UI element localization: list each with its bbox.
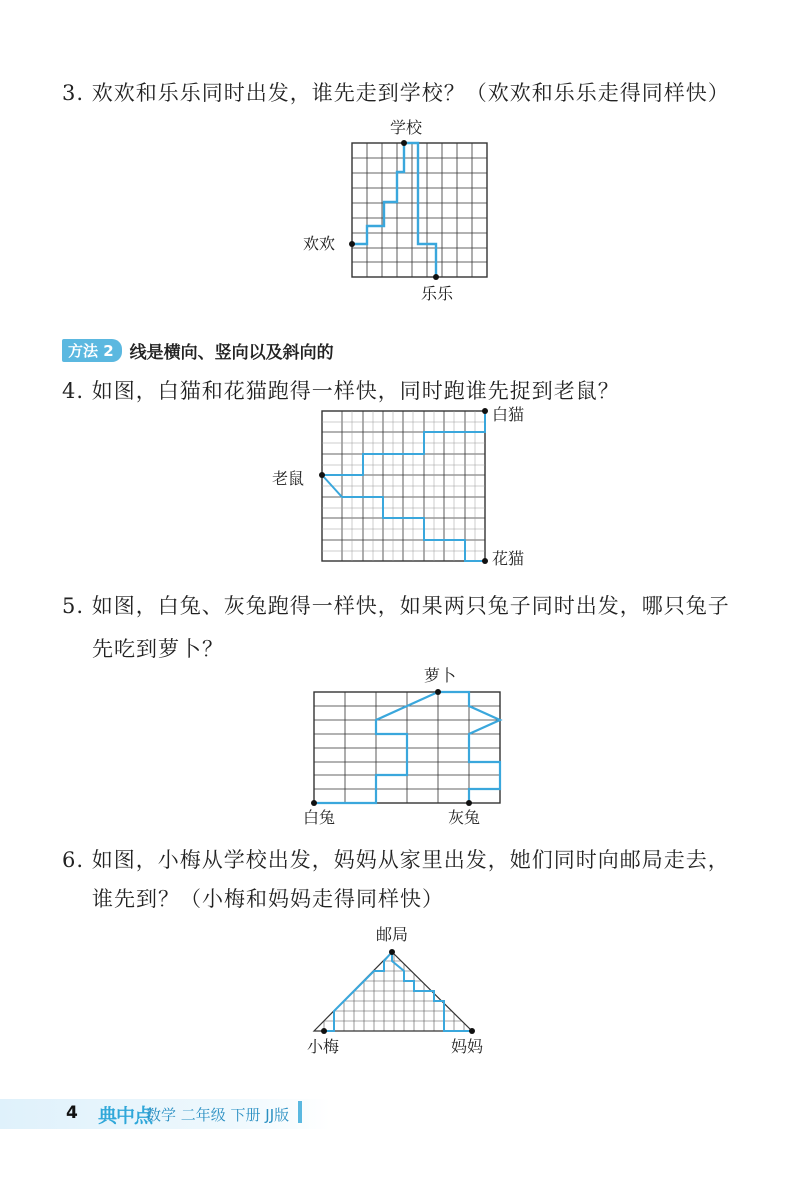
question-3-text: 3. 欢欢和乐乐同时出发，谁先走到学校？（欢欢和乐乐走得同样快） — [62, 81, 730, 105]
xiaomei-path — [324, 952, 392, 1031]
spotted-cat-point — [482, 558, 488, 564]
white-cat-point — [482, 408, 488, 414]
school-label: 学校 — [390, 118, 423, 137]
carrot-point — [435, 689, 441, 695]
huanhuan-label: 欢欢 — [303, 234, 336, 253]
spotted-cat-label: 花猫 — [492, 549, 525, 568]
method-title: 线是横向、竖向以及斜向的 — [129, 342, 334, 363]
white-rabbit-point — [311, 800, 317, 806]
lele-label: 乐乐 — [421, 284, 454, 303]
figure-4-grid — [322, 411, 485, 561]
figure-3-grid — [352, 143, 487, 277]
book-title: 数学 二年级 下册 JJ版 — [146, 1106, 290, 1124]
question-4-text: 4. 如图，白猫和花猫跑得一样快，同时跑谁先捉到老鼠？ — [62, 379, 620, 403]
lele-point — [433, 274, 439, 280]
post-office-point — [389, 949, 395, 955]
mouse-label: 老鼠 — [272, 469, 305, 488]
mouse-point — [319, 472, 325, 478]
brand-logo: 典中点 — [98, 1105, 153, 1127]
page-number: 4 — [66, 1103, 78, 1123]
white-cat-label: 白猫 — [492, 405, 525, 424]
white-rabbit-label: 白兔 — [303, 808, 336, 827]
question-5-line1: 5. 如图，白兔、灰兔跑得一样快，如果两只兔子同时出发，哪只兔子 — [62, 594, 730, 618]
question-6-line2: 谁先到？（小梅和妈妈走得同样快） — [92, 887, 444, 911]
mama-point — [469, 1028, 475, 1034]
question-6-line1: 6. 如图，小梅从学校出发，妈妈从家里出发，她们同时向邮局走去， — [62, 848, 730, 872]
gray-rabbit-point — [466, 800, 472, 806]
huanhuan-point — [349, 241, 355, 247]
school-point — [401, 140, 407, 146]
carrot-label: 萝卜 — [424, 666, 457, 685]
post-office-label: 邮局 — [376, 925, 409, 944]
mama-label: 妈妈 — [451, 1037, 484, 1056]
method-tag: 方法 2 — [62, 339, 122, 362]
footer-divider — [298, 1101, 302, 1123]
xiaomei-label: 小梅 — [307, 1037, 340, 1056]
question-5-line2: 先吃到萝卜？ — [92, 637, 224, 661]
xiaomei-point — [321, 1028, 327, 1034]
lele-path — [404, 143, 436, 277]
gray-rabbit-label: 灰兔 — [448, 808, 481, 827]
